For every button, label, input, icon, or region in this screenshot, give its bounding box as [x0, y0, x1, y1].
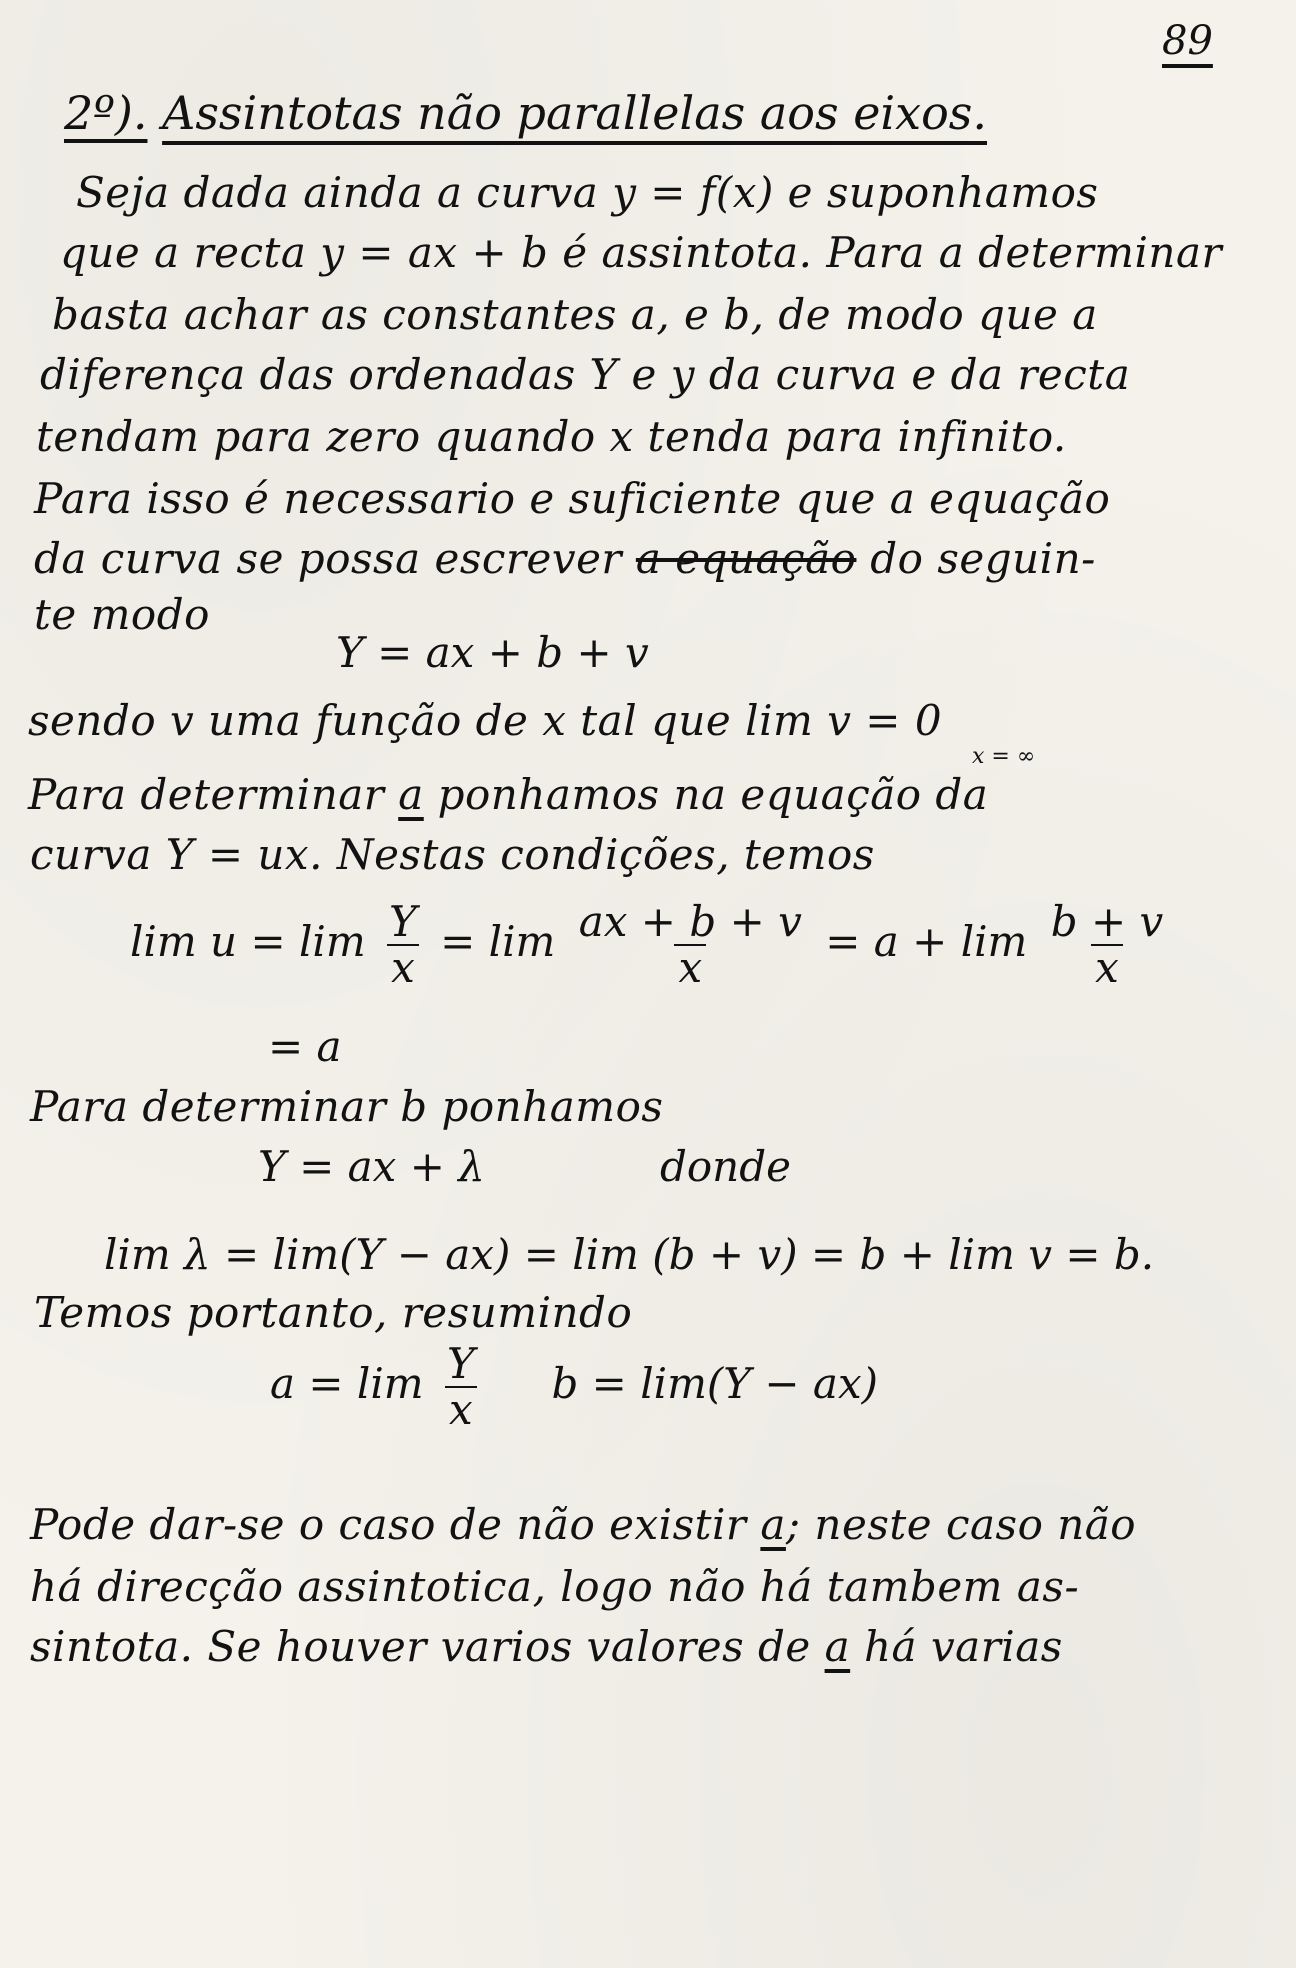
struck-text: a equação [635, 534, 857, 583]
text-line-3: basta achar as constantes a, e b, de modo que a [52, 290, 1098, 339]
text-line-21: há direcção assintotica, logo não há tambem as- [30, 1562, 1080, 1611]
text-line-20 [30, 1500, 1136, 1549]
fraction-denominator: x [674, 944, 706, 990]
fraction-numerator: Y [446, 1339, 475, 1388]
limit-subscript: x = ∞ [972, 744, 1036, 769]
text-line-20-end: ; neste caso não [785, 1500, 1137, 1549]
text-line-20-start: Pode dar-se o caso de não existir [30, 1500, 747, 1549]
equation-y-ax-b-v: Y = ax + b + v [336, 628, 649, 677]
text-line-11 [28, 770, 988, 819]
summary-b: b = lim(Y − ax) [551, 1359, 879, 1409]
text-line-5: tendam para zero quando x tenda para infinito. [36, 412, 1067, 461]
text-line-7-start: da curva se possa escrever [34, 534, 622, 583]
equation-equals-a: = a [268, 1022, 342, 1071]
text-line-7-end: do seguin- [870, 534, 1096, 583]
equation-summary [270, 1339, 879, 1435]
fraction-numerator: ax + b + v [578, 897, 802, 946]
text-line-12: curva Y = ux. Nestas condições, temos [30, 830, 875, 879]
section-heading [64, 86, 987, 140]
text-line-10-text: sendo v uma função de x tal que [28, 696, 732, 745]
limit-v-zero: lim v = 0 [745, 696, 943, 745]
equation-y-ax-lambda: Y = ax + λ [258, 1142, 485, 1191]
text-line-4: diferença das ordenadas Y e y da curva e da recta [40, 350, 1131, 399]
text-line-1: Seja dada ainda a curva y = f(x) e suponhamos [76, 168, 1099, 217]
word-donde: donde [660, 1142, 791, 1191]
fraction-numerator: b + v [1050, 897, 1164, 946]
text-line-22 [30, 1622, 1063, 1671]
page-number: 89 [1162, 18, 1213, 64]
fraction-y-over-x [443, 1339, 479, 1435]
text-line-11-start: Para determinar [28, 770, 385, 819]
fraction-denominator: x [1091, 944, 1123, 990]
text-line-8: te modo [34, 590, 210, 639]
fraction-denominator: x [445, 1386, 477, 1432]
text-line-22-end: há varias [864, 1622, 1063, 1671]
underlined-a: a [398, 770, 424, 819]
fraction-denominator: x [387, 944, 419, 990]
underlined-a: a [824, 1622, 851, 1671]
equation-limit-u [130, 897, 1173, 993]
text-line-7 [34, 534, 1096, 583]
eq2-part1: lim u = lim [130, 917, 366, 967]
text-line-22-start: sintota. Se houver varios valores de [30, 1622, 811, 1671]
fraction-bv-over-x [1047, 897, 1168, 993]
section-title: Assintotas não parallelas aos eixos. [162, 86, 987, 140]
text-line-11-end: ponhamos na equação da [437, 770, 989, 819]
eq2-part3: = a + lim [825, 917, 1028, 967]
underlined-a: a [760, 1500, 786, 1549]
summary-a: a = lim [270, 1359, 424, 1409]
fraction-y-over-x [385, 897, 421, 993]
text-line-10 [28, 696, 942, 745]
fraction-numerator: Y [389, 897, 417, 946]
text-line-6: Para isso é necessario e suficiente que a equação [34, 474, 1111, 523]
text-line-2: que a recta y = ax + b é assintota. Para a determinar [60, 228, 1223, 277]
equation-limit-lambda: lim λ = lim(Y − ax) = lim (b + v) = b + lim v = b. [104, 1230, 1155, 1279]
section-number: 2º). [64, 86, 148, 140]
text-line-18: Temos portanto, resumindo [34, 1288, 633, 1337]
eq2-part2: = lim [440, 917, 556, 967]
text-line-15: Para determinar b ponhamos [30, 1082, 664, 1131]
fraction-axbv-over-x [575, 897, 806, 993]
